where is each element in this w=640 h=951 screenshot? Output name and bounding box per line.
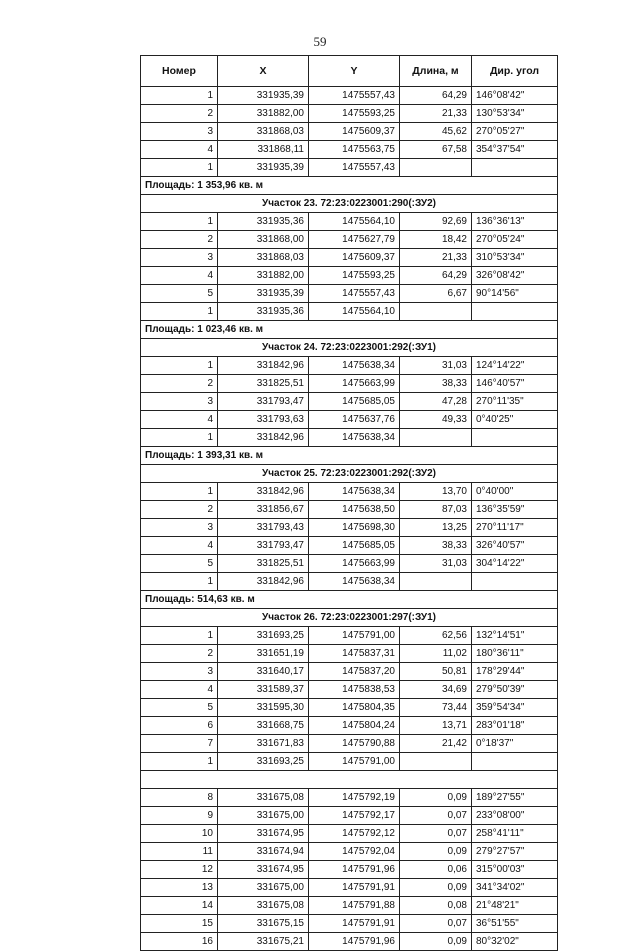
x-coordinate: 331935,36 xyxy=(218,303,309,321)
plot-header-row xyxy=(141,195,558,213)
segment-length: 21,42 xyxy=(400,735,472,753)
segment-length: 21,33 xyxy=(400,105,472,123)
y-coordinate: 1475638,34 xyxy=(309,573,400,591)
y-coordinate: 1475637,76 xyxy=(309,411,400,429)
header-x: X xyxy=(218,56,309,87)
table-row xyxy=(141,285,558,303)
point-number: 5 xyxy=(141,285,218,303)
direction-angle: 36°51'55" xyxy=(472,915,558,933)
x-coordinate: 331935,39 xyxy=(218,87,309,105)
point-number: 3 xyxy=(141,393,218,411)
table-row xyxy=(141,807,558,825)
segment-length: 67,58 xyxy=(400,141,472,159)
header-number: Номер xyxy=(141,56,218,87)
table-row xyxy=(141,123,558,141)
y-coordinate: 1475557,43 xyxy=(309,159,400,177)
area-label: Площадь: 514,63 кв. м xyxy=(141,591,558,609)
x-coordinate: 331793,47 xyxy=(218,393,309,411)
table-row xyxy=(141,393,558,411)
point-number: 1 xyxy=(141,627,218,645)
x-coordinate: 331935,36 xyxy=(218,213,309,231)
direction-angle: 233°08'00" xyxy=(472,807,558,825)
x-coordinate: 331842,96 xyxy=(218,429,309,447)
x-coordinate: 331856,67 xyxy=(218,501,309,519)
plot-header-row xyxy=(141,609,558,627)
direction-angle: 270°11'35" xyxy=(472,393,558,411)
x-coordinate: 331640,17 xyxy=(218,663,309,681)
direction-angle: 136°35'59" xyxy=(472,501,558,519)
x-coordinate: 331868,03 xyxy=(218,249,309,267)
direction-angle xyxy=(472,303,558,321)
y-coordinate: 1475792,04 xyxy=(309,843,400,861)
y-coordinate: 1475698,30 xyxy=(309,519,400,537)
direction-angle: 130°53'34" xyxy=(472,105,558,123)
x-coordinate: 331675,08 xyxy=(218,789,309,807)
table-header-row xyxy=(141,56,558,87)
table-row xyxy=(141,753,558,771)
y-coordinate: 1475609,37 xyxy=(309,249,400,267)
coordinates-table xyxy=(140,55,558,951)
point-number: 1 xyxy=(141,87,218,105)
x-coordinate: 331868,03 xyxy=(218,123,309,141)
direction-angle: 279°27'57" xyxy=(472,843,558,861)
point-number: 4 xyxy=(141,537,218,555)
area-label: Площадь: 1 023,46 кв. м xyxy=(141,321,558,339)
y-coordinate: 1475593,25 xyxy=(309,105,400,123)
segment-length: 0,07 xyxy=(400,915,472,933)
direction-angle: 354°37'54" xyxy=(472,141,558,159)
y-coordinate: 1475685,05 xyxy=(309,393,400,411)
y-coordinate: 1475791,00 xyxy=(309,753,400,771)
table-row xyxy=(141,105,558,123)
y-coordinate: 1475791,00 xyxy=(309,627,400,645)
y-coordinate: 1475638,34 xyxy=(309,357,400,375)
y-coordinate: 1475792,19 xyxy=(309,789,400,807)
x-coordinate: 331842,96 xyxy=(218,357,309,375)
table-row xyxy=(141,159,558,177)
y-coordinate: 1475804,24 xyxy=(309,717,400,735)
table-row xyxy=(141,915,558,933)
point-number: 1 xyxy=(141,483,218,501)
table-row xyxy=(141,933,558,951)
point-number: 1 xyxy=(141,753,218,771)
segment-length: 92,69 xyxy=(400,213,472,231)
x-coordinate: 331675,15 xyxy=(218,915,309,933)
direction-angle: 178°29'44" xyxy=(472,663,558,681)
plot-title: Участок 26. 72:23:0223001:297(:ЗУ1) xyxy=(141,609,558,627)
area-row xyxy=(141,591,558,609)
x-coordinate: 331793,47 xyxy=(218,537,309,555)
segment-length xyxy=(400,573,472,591)
segment-length: 13,25 xyxy=(400,519,472,537)
direction-angle: 146°40'57" xyxy=(472,375,558,393)
x-coordinate: 331675,08 xyxy=(218,897,309,915)
direction-angle: 0°40'25" xyxy=(472,411,558,429)
point-number: 16 xyxy=(141,933,218,951)
segment-length: 18,42 xyxy=(400,231,472,249)
point-number: 4 xyxy=(141,681,218,699)
direction-angle: 124°14'22" xyxy=(472,357,558,375)
point-number: 8 xyxy=(141,789,218,807)
direction-angle: 146°08'42" xyxy=(472,87,558,105)
table-row xyxy=(141,627,558,645)
direction-angle: 0°40'00" xyxy=(472,483,558,501)
table-row xyxy=(141,87,558,105)
y-coordinate: 1475609,37 xyxy=(309,123,400,141)
table-row xyxy=(141,861,558,879)
segment-length: 0,07 xyxy=(400,825,472,843)
y-coordinate: 1475638,34 xyxy=(309,483,400,501)
direction-angle: 270°11'17" xyxy=(472,519,558,537)
direction-angle: 341°34'02" xyxy=(472,879,558,897)
x-coordinate: 331589,37 xyxy=(218,681,309,699)
table-row xyxy=(141,249,558,267)
direction-angle: 189°27'55" xyxy=(472,789,558,807)
x-coordinate: 331793,63 xyxy=(218,411,309,429)
y-coordinate: 1475790,88 xyxy=(309,735,400,753)
y-coordinate: 1475791,91 xyxy=(309,879,400,897)
direction-angle xyxy=(472,429,558,447)
x-coordinate: 331675,21 xyxy=(218,933,309,951)
x-coordinate: 331693,25 xyxy=(218,753,309,771)
y-coordinate: 1475804,35 xyxy=(309,699,400,717)
point-number: 7 xyxy=(141,735,218,753)
x-coordinate: 331882,00 xyxy=(218,105,309,123)
y-coordinate: 1475564,10 xyxy=(309,303,400,321)
header-length: Длина, м xyxy=(400,56,472,87)
x-coordinate: 331935,39 xyxy=(218,285,309,303)
x-coordinate: 331868,11 xyxy=(218,141,309,159)
point-number: 2 xyxy=(141,645,218,663)
table-row xyxy=(141,573,558,591)
point-number: 1 xyxy=(141,573,218,591)
segment-length: 21,33 xyxy=(400,249,472,267)
x-coordinate: 331651,19 xyxy=(218,645,309,663)
segment-length: 64,29 xyxy=(400,267,472,285)
point-number: 2 xyxy=(141,375,218,393)
segment-length: 62,56 xyxy=(400,627,472,645)
y-coordinate: 1475563,75 xyxy=(309,141,400,159)
plot-header-row xyxy=(141,339,558,357)
point-number: 1 xyxy=(141,213,218,231)
table-row xyxy=(141,375,558,393)
table-row xyxy=(141,231,558,249)
y-coordinate: 1475791,96 xyxy=(309,933,400,951)
direction-angle: 326°40'57" xyxy=(472,537,558,555)
point-number: 15 xyxy=(141,915,218,933)
segment-length: 45,62 xyxy=(400,123,472,141)
plot-title: Участок 25. 72:23:0223001:292(:ЗУ2) xyxy=(141,465,558,483)
table-row xyxy=(141,483,558,501)
segment-length: 13,71 xyxy=(400,717,472,735)
table-row xyxy=(141,681,558,699)
y-coordinate: 1475638,50 xyxy=(309,501,400,519)
table-row xyxy=(141,519,558,537)
point-number: 1 xyxy=(141,357,218,375)
point-number: 3 xyxy=(141,249,218,267)
x-coordinate: 331935,39 xyxy=(218,159,309,177)
x-coordinate: 331793,43 xyxy=(218,519,309,537)
table-row xyxy=(141,303,558,321)
y-coordinate: 1475792,17 xyxy=(309,807,400,825)
table-row xyxy=(141,213,558,231)
direction-angle: 21°48'21" xyxy=(472,897,558,915)
segment-length: 50,81 xyxy=(400,663,472,681)
point-number: 9 xyxy=(141,807,218,825)
point-number: 3 xyxy=(141,663,218,681)
table-row xyxy=(141,735,558,753)
y-coordinate: 1475792,12 xyxy=(309,825,400,843)
segment-length: 47,28 xyxy=(400,393,472,411)
segment-length: 34,69 xyxy=(400,681,472,699)
segment-length: 0,09 xyxy=(400,843,472,861)
segment-length: 6,67 xyxy=(400,285,472,303)
point-number: 3 xyxy=(141,123,218,141)
point-number: 6 xyxy=(141,717,218,735)
direction-angle: 270°05'27" xyxy=(472,123,558,141)
segment-length: 73,44 xyxy=(400,699,472,717)
point-number: 10 xyxy=(141,825,218,843)
direction-angle: 304°14'22" xyxy=(472,555,558,573)
plot-title: Участок 23. 72:23:0223001:290(:ЗУ2) xyxy=(141,195,558,213)
x-coordinate: 331674,95 xyxy=(218,861,309,879)
table-row xyxy=(141,141,558,159)
direction-angle: 0°18'37" xyxy=(472,735,558,753)
x-coordinate: 331693,25 xyxy=(218,627,309,645)
table-row xyxy=(141,843,558,861)
table-row xyxy=(141,411,558,429)
point-number: 4 xyxy=(141,411,218,429)
segment-length: 64,29 xyxy=(400,87,472,105)
direction-angle: 180°36'11" xyxy=(472,645,558,663)
point-number: 2 xyxy=(141,105,218,123)
page-number: 59 xyxy=(313,34,327,49)
segment-length xyxy=(400,159,472,177)
y-coordinate: 1475837,20 xyxy=(309,663,400,681)
table-row xyxy=(141,879,558,897)
direction-angle xyxy=(472,159,558,177)
area-row xyxy=(141,321,558,339)
x-coordinate: 331674,94 xyxy=(218,843,309,861)
y-coordinate: 1475557,43 xyxy=(309,87,400,105)
x-coordinate: 331668,75 xyxy=(218,717,309,735)
x-coordinate: 331671,83 xyxy=(218,735,309,753)
point-number: 1 xyxy=(141,429,218,447)
x-coordinate: 331842,96 xyxy=(218,483,309,501)
segment-length: 0,09 xyxy=(400,933,472,951)
y-coordinate: 1475663,99 xyxy=(309,555,400,573)
table-row xyxy=(141,429,558,447)
table-row xyxy=(141,717,558,735)
direction-angle: 326°08'42" xyxy=(472,267,558,285)
x-coordinate: 331825,51 xyxy=(218,555,309,573)
direction-angle: 359°54'34" xyxy=(472,699,558,717)
direction-angle: 270°05'24" xyxy=(472,231,558,249)
direction-angle: 283°01'18" xyxy=(472,717,558,735)
point-number: 1 xyxy=(141,303,218,321)
y-coordinate: 1475685,05 xyxy=(309,537,400,555)
x-coordinate: 331842,96 xyxy=(218,573,309,591)
point-number: 4 xyxy=(141,267,218,285)
plot-header-row xyxy=(141,465,558,483)
table-row xyxy=(141,555,558,573)
y-coordinate: 1475791,91 xyxy=(309,915,400,933)
y-coordinate: 1475557,43 xyxy=(309,285,400,303)
direction-angle xyxy=(472,573,558,591)
direction-angle: 132°14'51" xyxy=(472,627,558,645)
segment-length: 13,70 xyxy=(400,483,472,501)
table-row xyxy=(141,357,558,375)
segment-length: 11,02 xyxy=(400,645,472,663)
point-number: 13 xyxy=(141,879,218,897)
header-direction-angle: Дир. угол xyxy=(472,56,558,87)
direction-angle: 315°00'03" xyxy=(472,861,558,879)
area-label: Площадь: 1 353,96 кв. м xyxy=(141,177,558,195)
blank-row xyxy=(141,771,558,789)
table-body xyxy=(141,87,558,951)
table-row xyxy=(141,537,558,555)
area-label: Площадь: 1 393,31 кв. м xyxy=(141,447,558,465)
segment-length: 0,07 xyxy=(400,807,472,825)
table-row xyxy=(141,699,558,717)
y-coordinate: 1475838,53 xyxy=(309,681,400,699)
segment-length: 31,03 xyxy=(400,357,472,375)
x-coordinate: 331674,95 xyxy=(218,825,309,843)
segment-length: 0,08 xyxy=(400,897,472,915)
direction-angle: 310°53'34" xyxy=(472,249,558,267)
table-row xyxy=(141,645,558,663)
segment-length: 87,03 xyxy=(400,501,472,519)
y-coordinate: 1475638,34 xyxy=(309,429,400,447)
point-number: 11 xyxy=(141,843,218,861)
plot-title: Участок 24. 72:23:0223001:292(:ЗУ1) xyxy=(141,339,558,357)
segment-length xyxy=(400,303,472,321)
y-coordinate: 1475627,79 xyxy=(309,231,400,249)
header-y: Y xyxy=(309,56,400,87)
y-coordinate: 1475791,88 xyxy=(309,897,400,915)
area-row xyxy=(141,177,558,195)
table-row xyxy=(141,825,558,843)
segment-length: 31,03 xyxy=(400,555,472,573)
segment-length xyxy=(400,753,472,771)
y-coordinate: 1475837,31 xyxy=(309,645,400,663)
point-number: 5 xyxy=(141,555,218,573)
direction-angle: 258°41'11" xyxy=(472,825,558,843)
direction-angle: 279°50'39" xyxy=(472,681,558,699)
y-coordinate: 1475593,25 xyxy=(309,267,400,285)
x-coordinate: 331675,00 xyxy=(218,807,309,825)
point-number: 14 xyxy=(141,897,218,915)
point-number: 12 xyxy=(141,861,218,879)
direction-angle: 80°32'02" xyxy=(472,933,558,951)
y-coordinate: 1475791,96 xyxy=(309,861,400,879)
segment-length xyxy=(400,429,472,447)
y-coordinate: 1475564,10 xyxy=(309,213,400,231)
direction-angle: 90°14'56" xyxy=(472,285,558,303)
point-number: 2 xyxy=(141,501,218,519)
x-coordinate: 331825,51 xyxy=(218,375,309,393)
table-row xyxy=(141,501,558,519)
segment-length: 0,09 xyxy=(400,789,472,807)
segment-length: 49,33 xyxy=(400,411,472,429)
segment-length: 0,09 xyxy=(400,879,472,897)
x-coordinate: 331882,00 xyxy=(218,267,309,285)
segment-length: 0,06 xyxy=(400,861,472,879)
area-row xyxy=(141,447,558,465)
point-number: 3 xyxy=(141,519,218,537)
table-row xyxy=(141,267,558,285)
segment-length: 38,33 xyxy=(400,375,472,393)
point-number: 1 xyxy=(141,159,218,177)
x-coordinate: 331675,00 xyxy=(218,879,309,897)
x-coordinate: 331595,30 xyxy=(218,699,309,717)
x-coordinate: 331868,00 xyxy=(218,231,309,249)
table-row xyxy=(141,789,558,807)
segment-length: 38,33 xyxy=(400,537,472,555)
table-row xyxy=(141,663,558,681)
table-row xyxy=(141,897,558,915)
point-number: 5 xyxy=(141,699,218,717)
point-number: 4 xyxy=(141,141,218,159)
direction-angle xyxy=(472,753,558,771)
blank-cell xyxy=(141,771,558,789)
point-number: 2 xyxy=(141,231,218,249)
direction-angle: 136°36'13" xyxy=(472,213,558,231)
y-coordinate: 1475663,99 xyxy=(309,375,400,393)
